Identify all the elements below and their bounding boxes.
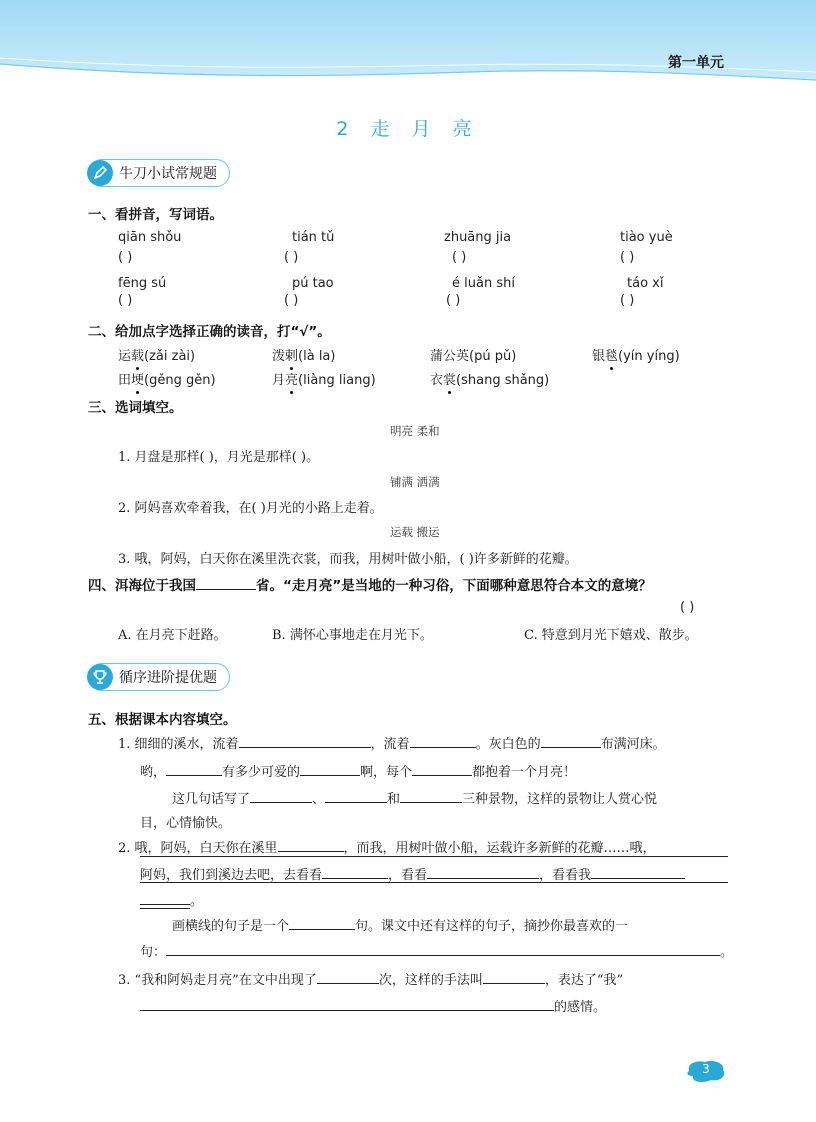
- q3-sentence-2[interactable]: 2. 阿妈喜欢牵着我，在( )月光的小路上走着。: [118, 501, 383, 516]
- answer-box[interactable]: ( ): [118, 293, 133, 308]
- answer-box[interactable]: ( ): [620, 293, 635, 308]
- q5-heading: 五、根据课本内容填空。: [88, 712, 237, 728]
- page-number: 3: [702, 1062, 710, 1076]
- answer-box[interactable]: ( ): [284, 293, 299, 308]
- q5-line: 1. 细细的溪水，流着 ，流着 。灰白色的 布满河床。: [118, 733, 666, 752]
- pinyin-7: é luǎn shí: [452, 276, 515, 291]
- answer-box[interactable]: ( ): [446, 293, 461, 308]
- section-badge-label: 牛刀小试常规题: [119, 166, 217, 182]
- underline-mark: [140, 882, 728, 883]
- blank[interactable]: [412, 761, 472, 776]
- word-options: 铺满 洒满: [390, 475, 440, 489]
- pinyin-2: tián tǔ: [292, 230, 335, 245]
- q1-heading: 一、看拼音，写词语。: [88, 207, 223, 223]
- section-badge-label: 循序进阶提优题: [119, 670, 217, 686]
- q3-sentence-1[interactable]: 1. 月盘是那样( )，月光是那样( )。: [118, 450, 320, 465]
- blank[interactable]: [317, 969, 379, 984]
- q3-sentence-3[interactable]: 3. 哦，阿妈，白天你在溪里洗衣裳，而我，用树叶做小船，( )许多新鲜的花瓣。: [118, 552, 578, 567]
- q5-line: 。: [140, 890, 203, 909]
- option-c[interactable]: C. 特意到月光下嬉戏、散步。: [524, 628, 698, 643]
- blank[interactable]: [427, 864, 539, 879]
- blank[interactable]: [140, 996, 554, 1011]
- blank[interactable]: [322, 864, 388, 879]
- blank[interactable]: [400, 788, 462, 803]
- q4-heading: 四、洱海位于我国 省。“走月亮”是当地的一种习俗，下面哪种意思符合本文的意境？: [88, 574, 652, 594]
- q2-item[interactable]: 田埂(gěng gěn): [118, 373, 216, 388]
- q5-line: 这几句话写了 、 和 三种景物，这样的景物让人赏心悦: [172, 788, 657, 807]
- q5-line: 目，心情愉快。: [140, 816, 232, 831]
- page-header: [0, 0, 816, 82]
- pinyin-8: táo xǐ: [627, 276, 664, 291]
- underline-mark: [140, 908, 190, 909]
- answer-box[interactable]: ( ): [680, 600, 695, 615]
- option-a[interactable]: A. 在月亮下赶路。: [118, 628, 227, 643]
- pinyin-3: zhuāng jia: [444, 230, 512, 245]
- option-b[interactable]: B. 满怀心事地走在月光下。: [272, 628, 433, 643]
- word-options: 明亮 柔和: [390, 424, 440, 438]
- pinyin-5: fēng sú: [118, 276, 167, 291]
- pinyin-1: qiān shǒu: [118, 230, 182, 245]
- trophy-icon: [87, 664, 113, 690]
- q5-line: 句： 。: [140, 941, 733, 960]
- answer-box[interactable]: ( ): [620, 250, 635, 265]
- q2-item[interactable]: 银毯(yín yíng): [592, 349, 680, 364]
- blank[interactable]: [591, 864, 685, 879]
- blank[interactable]: [140, 890, 190, 905]
- q2-item[interactable]: 月亮(liàng liang): [272, 373, 376, 388]
- q2-item[interactable]: 运载(zǎi zài): [118, 349, 196, 364]
- unit-label: 第一单元: [668, 55, 724, 71]
- answer-box[interactable]: ( ): [118, 250, 133, 265]
- blank[interactable]: [483, 969, 545, 984]
- answer-box[interactable]: ( ): [452, 250, 467, 265]
- blank[interactable]: [166, 761, 222, 776]
- lesson-title: 2 走 月 亮: [336, 118, 480, 140]
- blank[interactable]: [300, 761, 360, 776]
- answer-box[interactable]: ( ): [284, 250, 299, 265]
- q2-item[interactable]: 蒲公英(pú pǔ): [430, 349, 517, 364]
- blank[interactable]: [239, 733, 371, 748]
- q5-line: 2. 哦，阿妈，白天你在溪里 ，而我，用树叶做小船，运载许多新鲜的花瓣……哦，: [118, 837, 656, 856]
- blank[interactable]: [541, 733, 601, 748]
- pinyin-4: tiào yuè: [620, 230, 673, 245]
- word-options: 运载 搬运: [390, 525, 440, 539]
- q5-line: 的感情。: [140, 996, 606, 1015]
- blank[interactable]: [196, 575, 256, 590]
- blank[interactable]: [289, 915, 355, 930]
- blank[interactable]: [410, 733, 476, 748]
- blank[interactable]: [278, 837, 344, 852]
- q5-line: 哟， 有多少可爱的 啊，每个 都抱着一个月亮！: [140, 761, 576, 780]
- q3-heading: 三、选词填空。: [88, 400, 183, 416]
- q5-line: 画横线的句子是一个 句。课文中还有这样的句子，摘抄你最喜欢的一: [172, 915, 628, 934]
- blank[interactable]: [325, 788, 387, 803]
- q2-heading: 二、给加点字选择正确的读音，打“√”。: [88, 324, 331, 340]
- q2-item[interactable]: 衣裳(shang shǎng): [430, 373, 550, 388]
- page-number-badge: [683, 1057, 729, 1085]
- q5-line: 3. “我和阿妈走月亮”在文中出现了 次，这样的手法叫 ，表达了“我”: [118, 969, 623, 988]
- q2-item[interactable]: 泼剌(là la): [272, 349, 336, 364]
- pinyin-6: pú tao: [292, 276, 334, 291]
- section-badge-basic: [88, 159, 230, 187]
- pen-icon: [87, 160, 113, 186]
- underline-mark: [140, 856, 728, 857]
- q5-line: 阿妈，我们到溪边去吧，去看看 ，看看 ，看看我: [140, 864, 685, 883]
- blank[interactable]: [166, 941, 720, 956]
- section-badge-advanced: [88, 663, 230, 691]
- blank[interactable]: [250, 788, 312, 803]
